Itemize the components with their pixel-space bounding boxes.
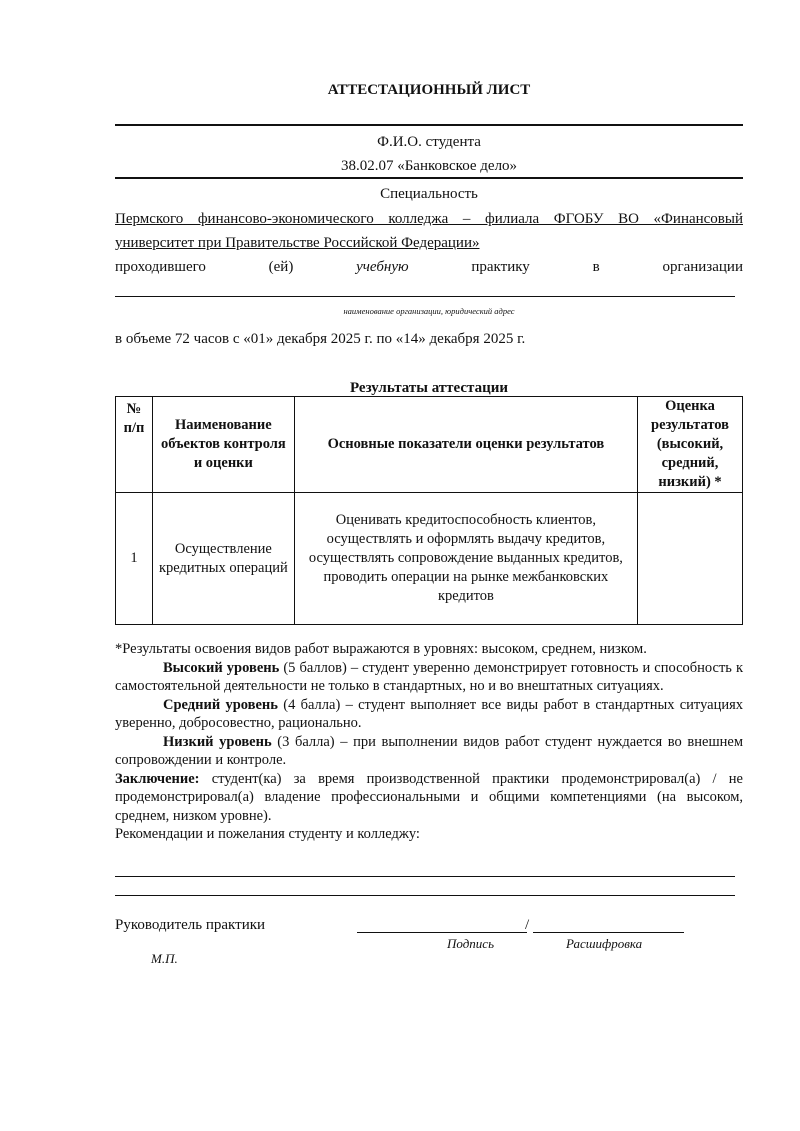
row-num: 1 xyxy=(116,493,153,625)
results-table xyxy=(115,396,743,625)
table-row xyxy=(116,493,743,625)
level-mid xyxy=(115,696,743,733)
header-objects: Наименование объектов контроля и оценки xyxy=(152,397,294,493)
level-low xyxy=(115,733,743,770)
practice-line xyxy=(115,259,743,276)
conclusion-text: студент(ка) за время производственной практики продемонстрировал(а) / не продемонстрировал(а) владение профессиональными и общими компетенциями (на высоком, среднем, низком уровне). xyxy=(115,770,743,824)
practice-word: организации xyxy=(662,259,743,275)
level-high-label: Высокий уровень xyxy=(163,659,280,676)
conclusion xyxy=(115,770,743,826)
college-name: Пермского финансово-экономического колледжа – филиала ФГОБУ ВО «Финансовый университет при Правительстве Российской Федерации» xyxy=(115,211,743,251)
practice-word: в xyxy=(592,259,600,275)
stamp-place: М.П. xyxy=(151,951,178,966)
level-high-text: (5 баллов) – студент уверенно демонстрирует готовность и способность к самостоятельной деятельности не только в стандартных, но и во внештатных ситуациях. xyxy=(115,659,743,694)
decode-caption: Расшифровка xyxy=(566,936,643,951)
footnote: *Результаты освоения видов работ выражаются в уровнях: высоком, среднем, низком. xyxy=(115,641,647,657)
signature-slash: / xyxy=(525,917,530,933)
results-title: Результаты аттестации xyxy=(349,380,509,396)
row-grade-cell[interactable] xyxy=(638,493,743,625)
level-high xyxy=(115,659,743,696)
page-title: АТТЕСТАЦИОННЫЙ ЛИСТ xyxy=(327,82,531,98)
organization-field[interactable] xyxy=(115,296,735,297)
level-low-label: Низкий уровень xyxy=(163,733,272,750)
header-grade: Оценка результатов (высокий, средний, низкий) * xyxy=(638,397,743,493)
student-fio-label: Ф.И.О. студента xyxy=(377,134,481,150)
table-header-row xyxy=(116,397,743,493)
specialty-code: 38.02.07 «Банковское дело» xyxy=(340,158,518,174)
practice-word: (ей) xyxy=(268,259,294,275)
decode-field[interactable] xyxy=(533,932,684,933)
conclusion-label: Заключение: xyxy=(115,770,200,787)
notes-section xyxy=(115,640,743,844)
row-object: Осуществление кредитных операций xyxy=(152,493,294,625)
level-mid-text: (4 балла) – студент выполняет все виды работ в стандартных ситуациях уверенно, добросовестно, рационально. xyxy=(115,696,744,731)
practice-type: учебную xyxy=(356,259,409,275)
recommendations-line-1[interactable] xyxy=(115,876,735,877)
specialty-label: Специальность xyxy=(380,186,478,202)
signature-caption: Подпись xyxy=(447,936,494,951)
practice-word: проходившего xyxy=(115,259,206,275)
results-table-wrap xyxy=(115,396,743,625)
organization-caption: наименование организации, юридический адрес xyxy=(343,306,515,316)
practice-word: практику xyxy=(471,259,530,275)
middle-rule xyxy=(115,177,743,179)
header-num: № п/п xyxy=(116,397,153,493)
supervisor-label: Руководитель практики xyxy=(115,917,266,933)
signature-field[interactable] xyxy=(357,932,527,933)
header-indicators: Основные показатели оценки результатов xyxy=(294,397,637,493)
recommendations-label: Рекомендации и пожелания студенту и колледжу: xyxy=(115,826,420,842)
level-mid-label: Средний уровень xyxy=(163,696,278,713)
row-indicators: Оценивать кредитоспособность клиентов, осуществлять и оформлять выдачу кредитов, осуществлять сопровождение выданных кредитов, проводить операции на рынке межбанковских кредитов xyxy=(294,493,637,625)
level-low-text: (3 балла) – при выполнении видов работ студент нуждается во внешнем сопровождении и контроле. xyxy=(115,733,743,768)
volume-line: в объеме 72 часов с «01» декабря 2025 г. по «14» декабря 2025 г. xyxy=(115,331,526,347)
recommendations-line-2[interactable] xyxy=(115,895,735,896)
top-rule xyxy=(115,124,743,126)
